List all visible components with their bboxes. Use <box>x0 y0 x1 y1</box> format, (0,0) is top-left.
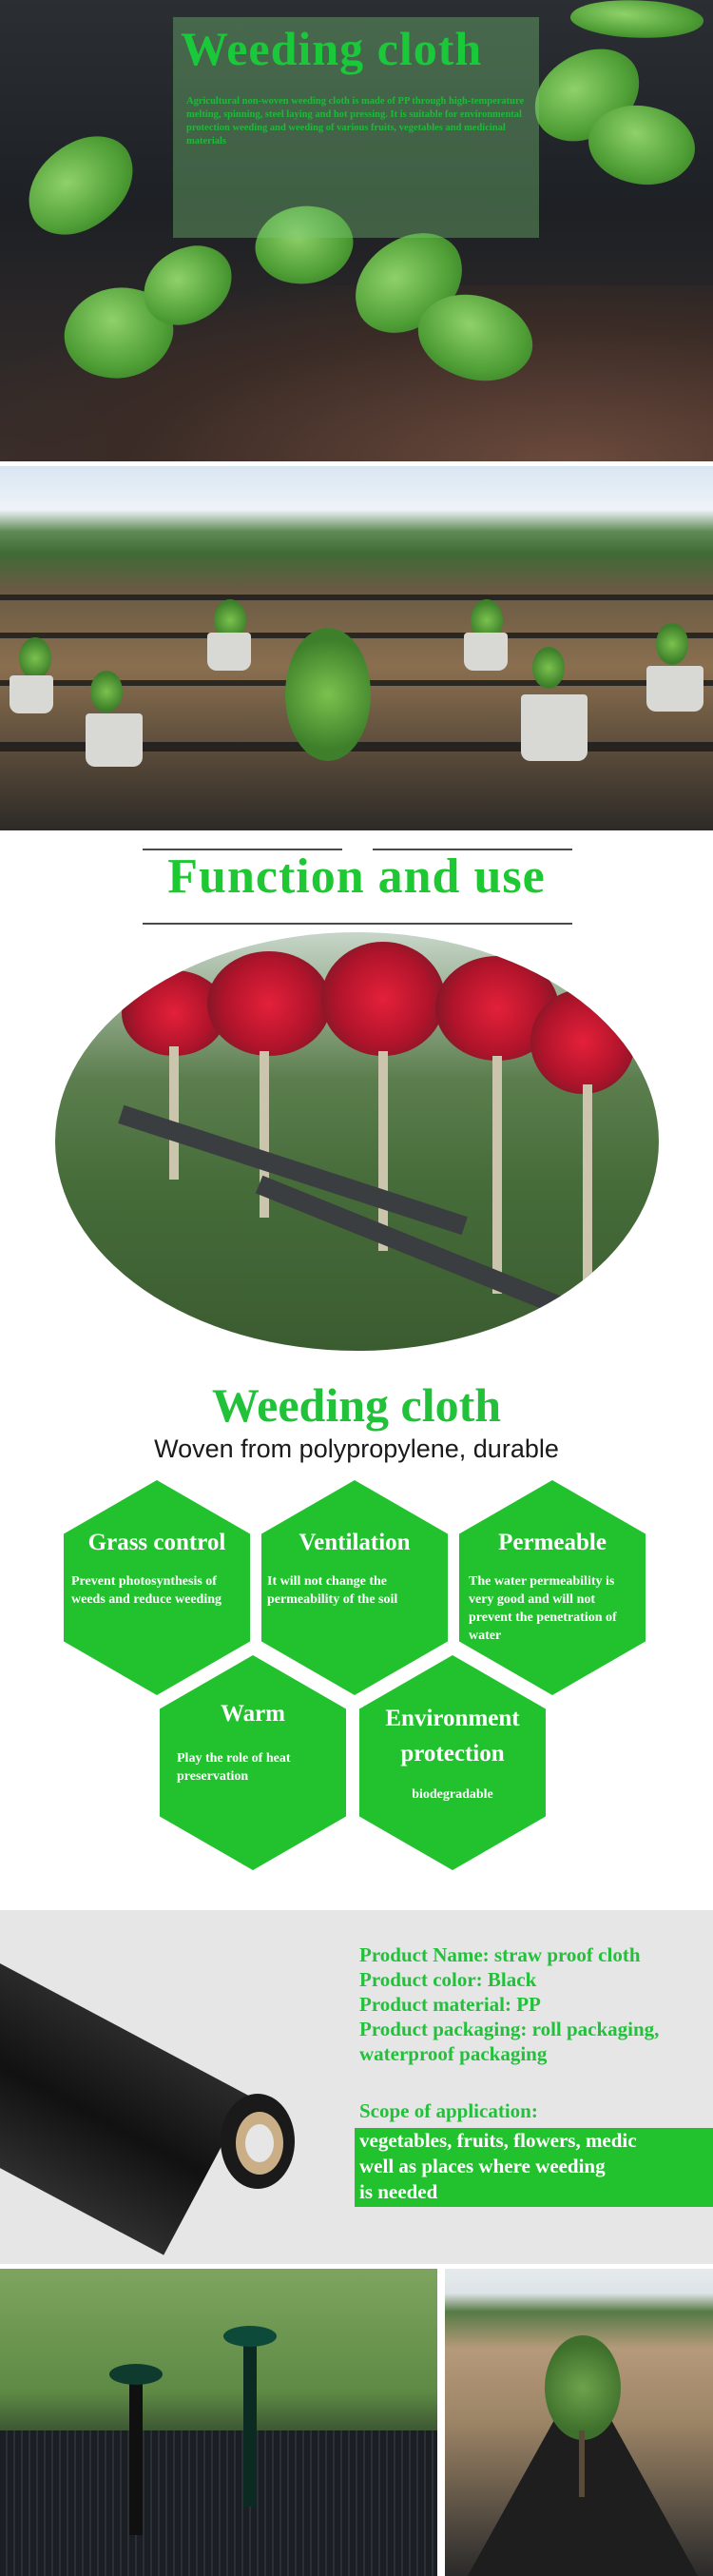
roll-core-hole <box>245 2124 274 2162</box>
pot <box>521 694 588 761</box>
scope-text: vegetables, fruits, flowers, medic well as places where weeding is needed <box>359 2129 637 2203</box>
pot <box>646 666 703 712</box>
pot <box>86 713 143 767</box>
plant <box>532 647 565 689</box>
product-packaging: Product packaging: roll packaging, waterproof packaging <box>359 2018 660 2065</box>
mulch-row <box>0 633 713 638</box>
pot <box>464 633 508 671</box>
ground-peg <box>129 2373 143 2535</box>
tree-trunk <box>378 1051 388 1251</box>
orchard-photo <box>55 932 659 1351</box>
mulch-row <box>0 595 713 600</box>
hero-title: Weeding cloth <box>181 22 483 75</box>
pot <box>10 675 53 713</box>
scope-label: Scope of application: <box>359 2099 538 2122</box>
plant <box>285 628 371 761</box>
pot <box>207 633 251 671</box>
plant <box>656 623 688 665</box>
weeding-cloth-title: Weeding cloth <box>211 1378 502 1432</box>
fabric-roll <box>0 1948 248 2255</box>
weeding-cloth-subtitle: Woven from polypropylene, durable <box>154 1434 559 1463</box>
tree-trunk <box>583 1084 592 1322</box>
function-title: Function and use <box>167 849 546 904</box>
tree-crown <box>207 951 331 1056</box>
feature-title: Permeable <box>498 1530 607 1555</box>
woven-cloth <box>0 2430 437 2576</box>
feature-title: Environment protection <box>385 1706 520 1766</box>
tree <box>545 2335 621 2440</box>
hero-leaf <box>569 0 705 44</box>
product-material: Product material: PP <box>359 1993 541 2016</box>
ground-peg <box>243 2335 257 2507</box>
peg-head <box>109 2364 163 2385</box>
hero-image <box>0 0 713 461</box>
feature-title: Grass control <box>87 1530 226 1555</box>
tree-trunk <box>579 2430 585 2497</box>
nursery-rows-photo <box>445 2269 713 2576</box>
product-name: Product Name: straw proof cloth <box>359 1943 641 1966</box>
feature-text: Prevent photosynthesis of weeds and reduce weeding <box>71 1574 222 1607</box>
pegs-photo <box>0 2269 437 2576</box>
tree-trunk <box>169 1046 179 1180</box>
hero-leaf <box>11 123 151 248</box>
feature-title: Warm <box>220 1701 286 1727</box>
product-color: Product color: Black <box>359 1968 537 1991</box>
tree-trunk <box>492 1056 502 1294</box>
plant <box>19 637 51 679</box>
mulch-strip <box>256 1176 615 1336</box>
feature-text: The water permeability is very good and will not prevent the penetration of water <box>469 1574 617 1643</box>
feature-text: biodegradable <box>412 1787 493 1802</box>
tree-crown <box>530 989 635 1094</box>
plant <box>90 671 123 712</box>
feature-text: It will not change the permeability of the soil <box>267 1574 398 1607</box>
feature-text: Play the role of heat preservation <box>177 1751 291 1784</box>
tree-crown <box>321 942 445 1056</box>
title-rule <box>143 923 572 925</box>
feature-title: Ventilation <box>299 1530 411 1555</box>
peg-head <box>223 2326 277 2347</box>
field-photo <box>0 466 713 830</box>
hero-description: Agricultural non-woven weeding cloth is made of PP through high-temperature melting, spinning, steel laying and hot pressing. It is suitable for environmental protection weeding and weeding of various fruits, vegetables and medicinal materials <box>186 96 525 146</box>
